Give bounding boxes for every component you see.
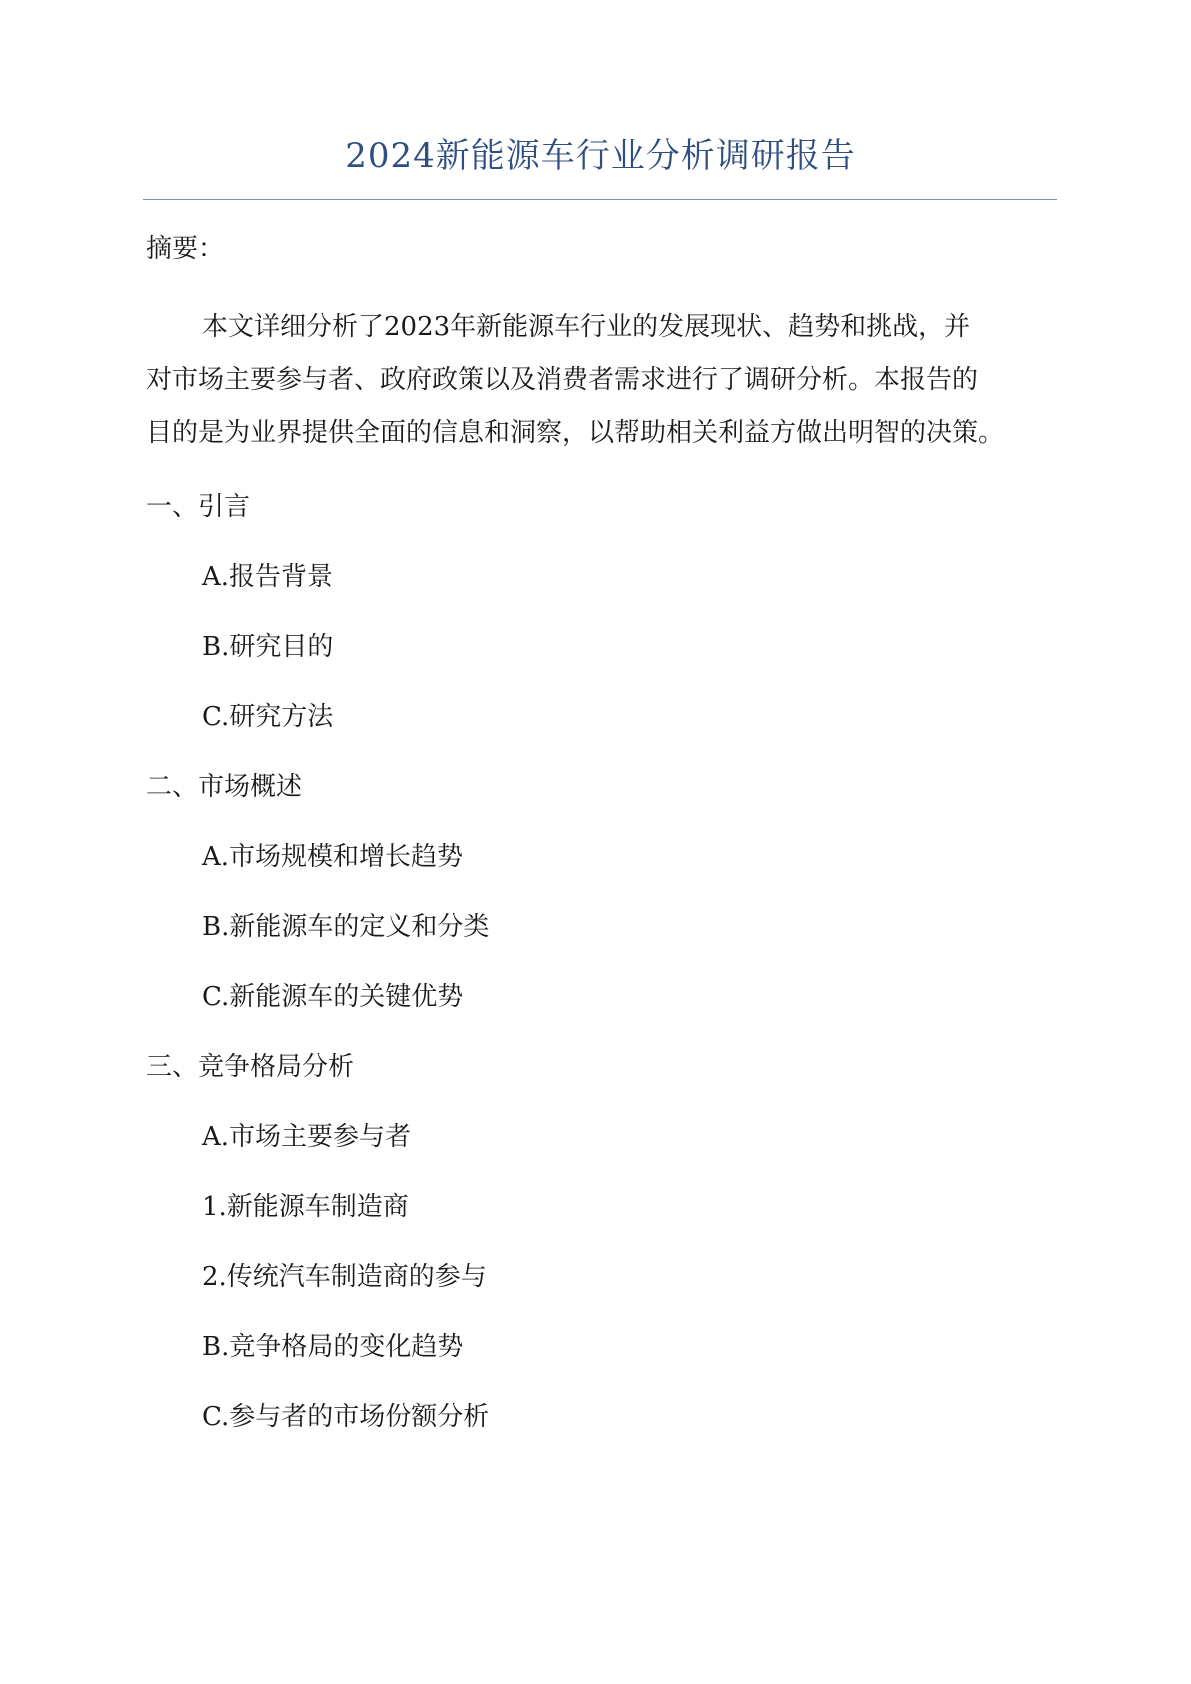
section-heading-market-overview: 二、市场概述 bbox=[146, 772, 303, 802]
outline-item: B.研究目的 bbox=[202, 632, 334, 662]
outline-item: C.新能源车的关键优势 bbox=[202, 982, 464, 1012]
abstract-line: 目的是为业界提供全面的信息和洞察，以帮助相关利益方做出明智的决策。 bbox=[146, 418, 1005, 448]
abstract-label: 摘要： bbox=[146, 234, 225, 264]
outline-item: C.研究方法 bbox=[202, 702, 334, 732]
outline-item: A.市场主要参与者 bbox=[202, 1122, 412, 1152]
outline-item: B.新能源车的定义和分类 bbox=[202, 912, 490, 942]
abstract-paragraph bbox=[146, 301, 1064, 460]
outline-item: 1.新能源车制造商 bbox=[202, 1192, 409, 1222]
document-title: 2024新能源车行业分析调研报告 bbox=[345, 136, 856, 176]
section-heading-introduction: 一、引言 bbox=[146, 492, 251, 522]
outline-item: C.参与者的市场份额分析 bbox=[202, 1402, 490, 1432]
section-heading-competition: 三、竞争格局分析 bbox=[146, 1052, 355, 1082]
abstract-line: 本文详细分析了2023年新能源车行业的发展现状、趋势和挑战，并 bbox=[202, 312, 971, 342]
outline-item: B.竞争格局的变化趋势 bbox=[202, 1332, 464, 1362]
outline-item: A.报告背景 bbox=[202, 562, 334, 592]
outline-item: A.市场规模和增长趋势 bbox=[202, 842, 464, 872]
title-divider bbox=[143, 199, 1057, 200]
outline-item: 2.传统汽车制造商的参与 bbox=[202, 1262, 487, 1292]
abstract-line: 对市场主要参与者、政府政策以及消费者需求进行了调研分析。本报告的 bbox=[146, 365, 979, 395]
